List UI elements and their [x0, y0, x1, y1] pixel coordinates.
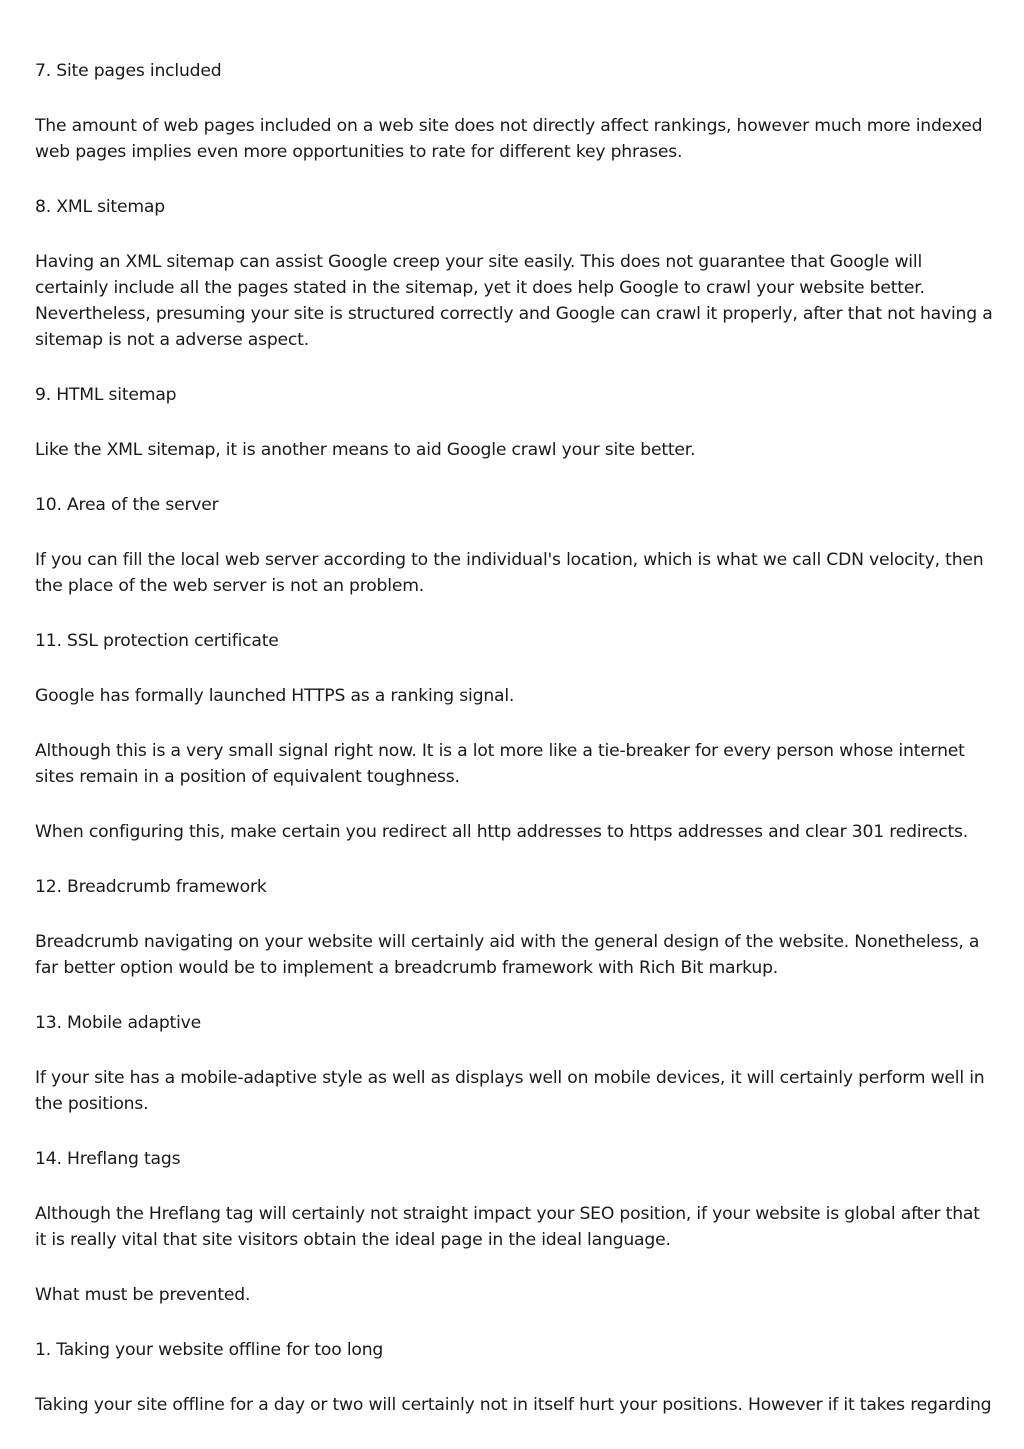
heading-taking-offline: 1. Taking your website offline for too long [35, 1340, 384, 1360]
paragraph-site-pages: The amount of web pages included on a web site does not directly affect rankings, however much more indexed web pages implies even more opportunities to rate for different key phrases. [35, 116, 983, 162]
heading-mobile-adaptive: 13. Mobile adaptive [35, 1013, 201, 1033]
paragraph-server-area: If you can fill the local web server according to the individual's location, which is what we call CDN velocity, then the place of the web server is not an problem. [35, 550, 984, 596]
paragraph-redirects: When configuring this, make certain you redirect all http addresses to https addresses and clear 301 redirects. [35, 822, 969, 842]
heading-xml-sitemap: 8. XML sitemap [35, 197, 165, 217]
paragraph-mobile-adaptive: If your site has a mobile-adaptive style as well as displays well on mobile devices, it will certainly perform well in the positions. [35, 1068, 985, 1114]
heading-breadcrumb-framework: 12. Breadcrumb framework [35, 877, 267, 897]
paragraph-xml-sitemap: Having an XML sitemap can assist Google creep your site easily. This does not guarantee that Google will certainly include all the pages stated in the sitemap, yet it does help Google to crawl your website better. Nevertheless, presuming your site is structured correctly and Google can crawl it properly, after that not having a sitemap is not a adverse aspect. [35, 252, 993, 350]
heading-site-pages-included: 7. Site pages included [35, 61, 222, 81]
paragraph-breadcrumb: Breadcrumb navigating on your website will certainly aid with the general design of the website. Nonetheless, a far better option would be to implement a breadcrumb framework with Rich Bit markup. [35, 932, 980, 978]
paragraph-hreflang: Although the Hreflang tag will certainly not straight impact your SEO position, if your website is global after that it is really vital that site visitors obtain the ideal page in the ideal language. [35, 1204, 980, 1250]
heading-what-to-prevent: What must be prevented. [35, 1285, 251, 1305]
heading-ssl-certificate: 11. SSL protection certificate [35, 631, 279, 651]
paragraph-tie-breaker: Although this is a very small signal right now. It is a lot more like a tie-breaker for every person whose internet sites remain in a position of equivalent toughness. [35, 741, 965, 787]
heading-server-area: 10. Area of the server [35, 495, 219, 515]
document-page [35, 58, 993, 1447]
paragraph-html-sitemap: Like the XML sitemap, it is another means to aid Google crawl your site better. [35, 440, 696, 460]
heading-html-sitemap: 9. HTML sitemap [35, 385, 177, 405]
paragraph-taking-offline: Taking your site offline for a day or two will certainly not in itself hurt your positions. However if it takes regarding [35, 1395, 992, 1415]
heading-hreflang-tags: 14. Hreflang tags [35, 1149, 181, 1169]
paragraph-https-signal: Google has formally launched HTTPS as a ranking signal. [35, 686, 515, 706]
